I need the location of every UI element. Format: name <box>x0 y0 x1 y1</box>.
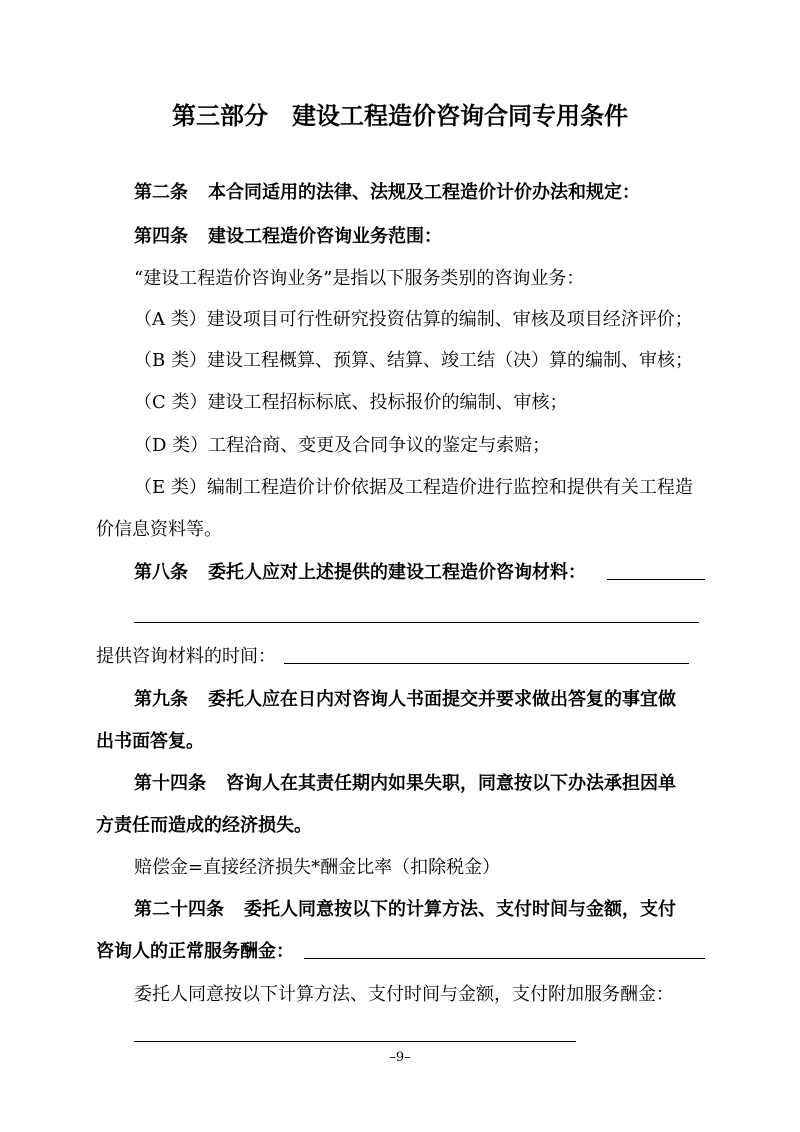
category-d: （D 类）工程洽商、变更及合同争议的鉴定与索赔； <box>134 435 551 456</box>
blank-line-normal-fee <box>304 958 705 959</box>
article-2 <box>134 181 640 205</box>
article-8 <box>134 561 586 585</box>
category-e: （E 类）编制工程造价计价依据及工程造价进行监控和提供有关工程造 <box>134 477 693 498</box>
article-24 <box>134 898 676 922</box>
compensation-formula: 赔偿金=直接经济损失*酬金比率（扣除税金） <box>134 857 501 878</box>
category-c: （C 类）建设工程招标标底、投标报价的编制、审核； <box>134 392 568 413</box>
material-time: 提供咨询材料的时间： <box>96 646 276 667</box>
article-4-label: 第四条 <box>134 226 188 247</box>
category-a: （A 类）建设项目可行性研究投资估算的编制、审核及项目经济评价； <box>134 309 693 330</box>
article-14-text: 咨询人在其责任期内如果失职，同意按以下办法承担因单 <box>226 773 676 794</box>
category-b: （B 类）建设工程概算、预算、结算、竣工结（决）算的编制、审核； <box>134 350 693 371</box>
article-9 <box>134 688 676 712</box>
blank-line-extra-fee <box>134 1041 576 1042</box>
blank-line-materials <box>607 579 705 580</box>
article-4 <box>134 225 442 249</box>
category-e-continued: 价信息资料等。 <box>96 519 222 540</box>
article-8-text: 委托人应对上述提供的建设工程造价咨询材料： <box>208 562 586 583</box>
article-9-text: 委托人应在日内对咨询人书面提交并要求做出答复的事宜做 <box>208 689 676 710</box>
article-2-label: 第二条 <box>134 182 188 203</box>
scope-intro: “建设工程造价咨询业务”是指以下服务类别的咨询业务： <box>134 268 585 289</box>
blank-line-materials-2 <box>134 622 699 623</box>
page-number: –9– <box>389 1050 411 1065</box>
article-24-label: 第二十四条 <box>134 899 224 920</box>
article-14 <box>134 772 676 796</box>
page-title: 第三部分 建设工程造价咨询合同专用条件 <box>172 102 628 130</box>
article-24-continued: 咨询人的正常服务酬金： <box>96 941 294 962</box>
article-24-text: 委托人同意按以下的计算方法、支付时间与金额，支付 <box>244 899 676 920</box>
article-14-label: 第十四条 <box>134 773 206 794</box>
article-2-text: 本合同适用的法律、法规及工程造价计价办法和规定： <box>208 182 640 203</box>
article-4-text: 建设工程造价咨询业务范围： <box>208 226 442 247</box>
blank-line-material-time <box>284 663 689 664</box>
article-9-continued: 出书面答复。 <box>96 731 204 752</box>
article-8-label: 第八条 <box>134 562 188 583</box>
article-14-continued: 方责任而造成的经济损失。 <box>96 815 312 836</box>
article-9-label: 第九条 <box>134 689 188 710</box>
extra-fee: 委托人同意按以下计算方法、支付时间与金额，支付附加服务酬金： <box>134 984 674 1005</box>
